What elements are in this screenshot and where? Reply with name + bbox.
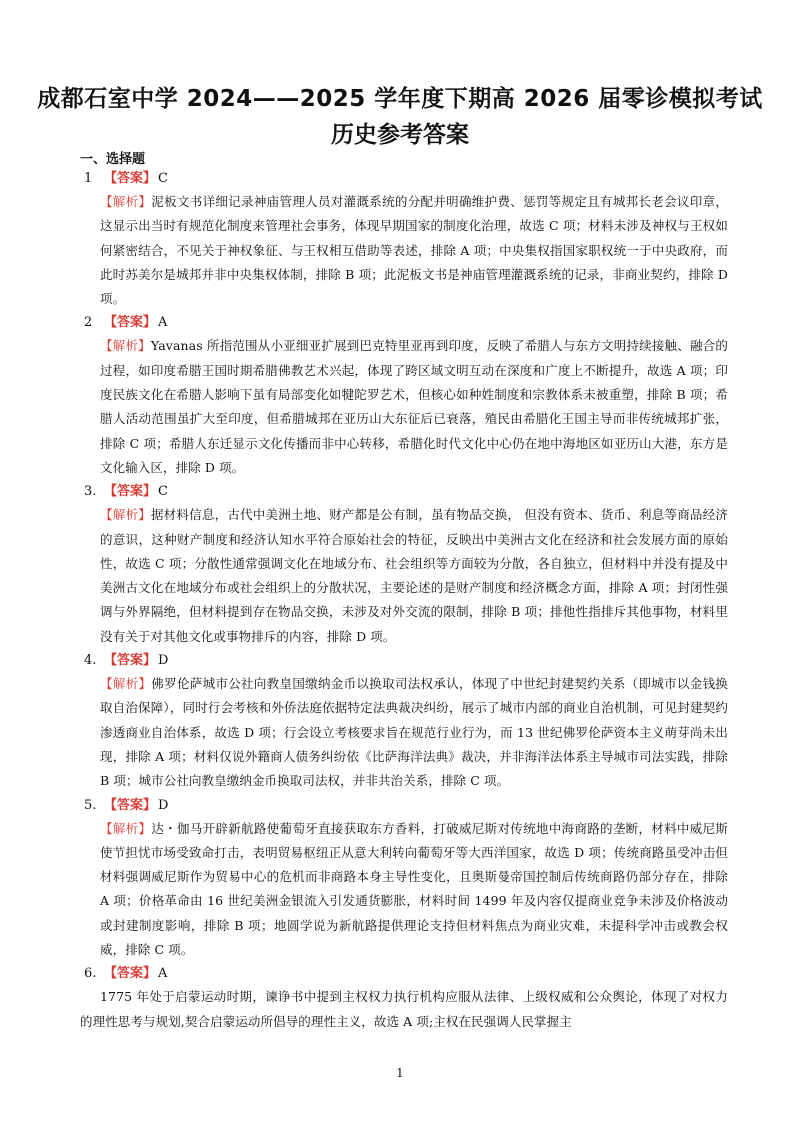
question-number: 4. bbox=[84, 653, 97, 669]
question-number: 3. bbox=[84, 484, 97, 500]
answer-letter: C bbox=[158, 171, 168, 186]
question-item bbox=[80, 963, 728, 1034]
answer-letter: A bbox=[158, 966, 168, 982]
answer-letter: D bbox=[158, 653, 169, 669]
analysis-tag: 【解析】 bbox=[100, 676, 152, 692]
question-number: 5. bbox=[84, 797, 97, 813]
question-item bbox=[80, 481, 728, 649]
analysis-paragraph bbox=[100, 672, 728, 793]
answer-line bbox=[84, 650, 728, 672]
analysis-text: 1775 年处于启蒙运动时期，谏诤书中提到主权权力执行机构应服从法律、上级权威和公众舆论，体现了对权力的理性思考与规划,契合启蒙运动所倡导的理性主义，故选 A 项;主权在民强调人民掌握主 bbox=[80, 989, 728, 1029]
analysis-paragraph bbox=[100, 190, 728, 311]
page-subtitle: 历史参考答案 bbox=[331, 122, 469, 148]
answer-letter: A bbox=[158, 315, 168, 331]
analysis-tag: 【解析】 bbox=[100, 820, 152, 836]
answer-tag: 【答案】 bbox=[104, 315, 157, 331]
page-number: 1 bbox=[396, 1066, 404, 1080]
section-heading: 一、选择题 bbox=[80, 152, 146, 167]
answer-line bbox=[84, 963, 728, 985]
analysis-text: 佛罗伦萨城市公社向教皇国缴纳金币以换取司法权承认，体现了中世纪封建契约关系（即城市以金钱换取自治保障），同时行会考核和外侨法庭依据特定法典裁决纠纷，展示了城市内部的商业自治机制，可见封建契约渗透商业自治体系，故选 D 项；行会设立考核要求旨在规范行业行为，而 13 世纪佛罗伦萨资本主义萌芽尚未出现，排除 A 项；材料仅说外籍商人债务纠纷依《比萨海洋法典》裁决，并非海洋法体系主导城市司法实践，排除 B 项；城市公社向教皇缴纳金币换取司法权，并非共治关系，排除 C 项。 bbox=[100, 676, 728, 789]
question-item bbox=[80, 650, 728, 793]
answer-tag: 【答案】 bbox=[104, 653, 157, 669]
answer-line bbox=[84, 168, 728, 190]
analysis-paragraph bbox=[100, 817, 728, 963]
answer-line bbox=[84, 481, 728, 503]
analysis-paragraph bbox=[80, 985, 728, 1034]
analysis-text: 泥板文书详细记录神庙管理人员对灌溉系统的分配并明确维护费、惩罚等规定且有城邦长老会议印章，这显示出当时有规范化制度来管理社会事务，体现早期国家的制度化治理，故选 C 项；材料未涉及神权与王权如何紧密结合，不见关于神权象征、与王权相互借助等表述，排除 A 项；中央集权指国家职权统一于中央政府，而此时苏美尔是城邦并非中央集权体制，排除 B 项；此泥板文书是神庙管理灌溉系统的记录，非商业契约，排除 D 项。 bbox=[100, 194, 728, 307]
answer-line bbox=[84, 312, 728, 334]
answer-letter: C bbox=[158, 484, 168, 500]
answer-tag: 【答案】 bbox=[104, 966, 157, 982]
answer-letter: D bbox=[158, 797, 169, 813]
analysis-paragraph bbox=[100, 334, 728, 480]
analysis-tag: 【解析】 bbox=[100, 338, 151, 354]
analysis-text: Yavanas 所指范围从小亚细亚扩展到巴克特里亚再到印度，反映了希腊人与东方文明持续接触、融合的过程，如印度希腊王国时期希腊佛教艺术兴起，体现了跨区域文明互动在深度和广度上不断提升，故选 A 项；印度民族文化在希腊人影响下虽有局部变化如犍陀罗艺术，但核心如种姓制度和宗教体系未被重塑，排除 B 项；希腊人活动范围虽扩大至印度，但希腊城邦在亚历山大东征后已衰落，殖民由希腊化王国主导而非传统城邦扩张，排除 C 项；希腊人东迁显示文化传播而非中心转移，希腊化时代文化中心仍在地中海地区如亚历山大港，东方是文化输入区，排除 D 项。 bbox=[100, 338, 728, 475]
answer-line bbox=[84, 795, 728, 817]
question-item bbox=[80, 795, 728, 963]
answer-tag: 【答案】 bbox=[104, 484, 157, 500]
answer-tag: 【答案】 bbox=[104, 171, 157, 186]
question-list bbox=[80, 168, 728, 1034]
question-item bbox=[80, 312, 728, 480]
analysis-tag: 【解析】 bbox=[100, 194, 152, 209]
analysis-text: 达・伽马开辟新航路使葡萄牙直接获取东方香料，打破威尼斯对传统地中海商路的垄断，材料中威尼斯使节担忧市场受致命打击，表明贸易枢纽正从意大利转向葡萄牙等大西洋国家，故选 D 项；传统商路虽受冲击但材料强调威尼斯作为贸易中心的危机而非商路本身主导性变化，且奥斯曼帝国控制后传统商路仍部分存在，排除 A 项；价格革命由 16 世纪美洲金银流入引发通货膨胀，材料时间 1499 年及内容仅提商业竞争未涉及价格波动或封建制度影响，排除 B 项；地圆学说为新航路提供理论支持但材料焦点为商业灾难，未提科学冲击或教会权威，排除 C 项。 bbox=[100, 820, 728, 958]
question-number: 1 bbox=[84, 171, 93, 186]
answer-tag: 【答案】 bbox=[104, 797, 157, 813]
analysis-tag: 【解析】 bbox=[100, 507, 151, 523]
analysis-text: 据材料信息，古代中美洲土地、财产都是公有制，虽有物品交换， 但没有资本、货币、利息等商品经济的意识，这种财产制度和经济认知水平符合原始社会的特征，反映出中美洲古文化在经济和社会发展方面的原始性，故选 C 项；分散性通常强调文化在地域分布、社会组织等方面较为分散，各自独立，但材料中并没有提及中美洲古文化在地域分布或社会组织上的分散状况，主要论述的是财产制度和经济概念方面，排除 A 项；封闭性强调与外界隔绝，但材料提到存在物品交换，未涉及对外交流的限制，排除 B 项；排他性指排斥其他事物，材料里没有关于对其他文化或事物排斥的内容，排除 D 项。 bbox=[100, 507, 728, 644]
question-number: 6. bbox=[84, 966, 97, 982]
question-item bbox=[80, 168, 728, 311]
question-number: 2 bbox=[84, 315, 93, 331]
analysis-paragraph bbox=[100, 503, 728, 649]
page-title: 成都石室中学 2024——2025 学年度下期高 2026 届零诊模拟考试 bbox=[37, 86, 763, 112]
